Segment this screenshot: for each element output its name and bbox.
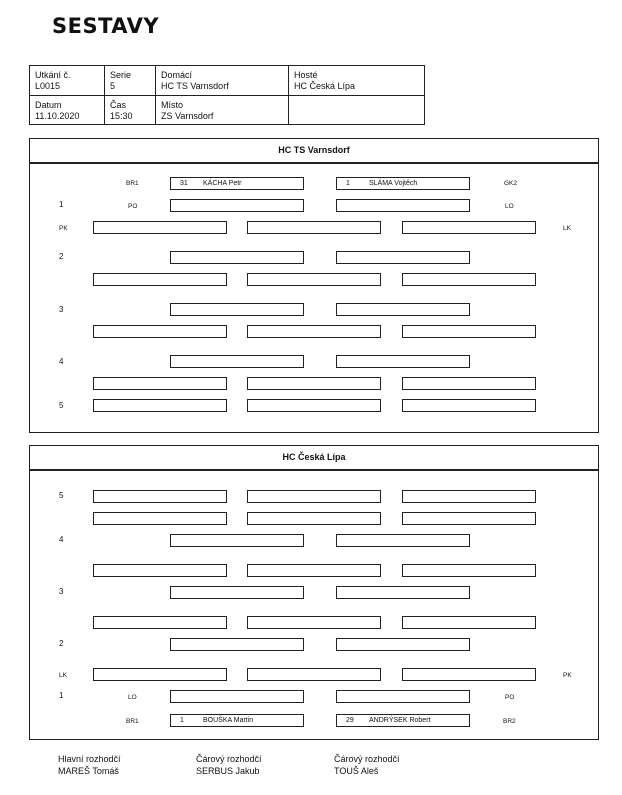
home-defense-right-box[interactable] <box>336 199 470 212</box>
home-wing-right-label: LK <box>563 225 571 232</box>
guest-side-right-label: PO <box>505 694 515 701</box>
guest-line-number: 1 <box>59 691 64 700</box>
home-defense-left-box[interactable] <box>170 199 304 212</box>
home-team-section <box>29 138 599 433</box>
guest-defense-left-box[interactable] <box>170 534 304 547</box>
referee-name: SERBUS Jakub <box>196 766 260 776</box>
date-label: Datum <box>35 100 62 110</box>
guest-goalie1-label: BR1 <box>126 718 139 725</box>
home-team-header: HC TS Varnsdorf <box>30 139 598 164</box>
home-goalie1-name: KÁCHA Petr <box>203 180 242 187</box>
referee-role: Čárový rozhodčí <box>196 754 262 764</box>
guest-defense-left-box[interactable] <box>170 638 304 651</box>
home-defense-right-box[interactable] <box>336 251 470 264</box>
guest-side-left-label: LO <box>128 694 137 701</box>
home-forward-box[interactable] <box>93 325 227 338</box>
guest-line-number: 3 <box>59 587 64 596</box>
guest-team-name: HC Česká Lípa <box>294 81 356 91</box>
match-number-label: Utkání č. <box>35 70 71 80</box>
home-line-number: 1 <box>59 200 64 209</box>
home-side-left-label: PO <box>128 203 138 210</box>
series-label: Serie <box>110 70 132 80</box>
date-value: 11.10.2020 <box>35 111 80 121</box>
referee-role: Hlavní rozhodčí <box>58 754 121 764</box>
home-goalie2-number: 1 <box>346 180 350 187</box>
guest-goalie1-name: BOUŠKA Martin <box>203 717 254 724</box>
home-line-number: 5 <box>59 401 64 410</box>
guest-defense-right-box[interactable] <box>336 586 470 599</box>
guest-forward-box[interactable] <box>93 512 227 525</box>
home-goalie2-label: GK2 <box>504 180 518 187</box>
guest-team-header: HC Česká Lípa <box>30 446 598 471</box>
guest-defense-right-box[interactable] <box>336 690 470 703</box>
guest-forward-box[interactable] <box>402 564 536 577</box>
match-info-table <box>29 65 425 125</box>
home-forward-box[interactable] <box>247 325 381 338</box>
guest-defense-right-box[interactable] <box>336 534 470 547</box>
guest-goalie2-box[interactable] <box>336 714 470 727</box>
guest-forward-box[interactable] <box>93 564 227 577</box>
home-label: Domácí <box>161 70 193 80</box>
guest-forward-box[interactable] <box>247 490 381 503</box>
home-side-right-label: LO <box>505 203 514 210</box>
home-forward-box[interactable] <box>402 221 536 234</box>
guest-defense-right-box[interactable] <box>336 638 470 651</box>
guest-forward-box[interactable] <box>93 616 227 629</box>
home-forward-box[interactable] <box>247 221 381 234</box>
home-goalie2-box[interactable] <box>336 177 470 190</box>
series-value: 5 <box>110 81 116 91</box>
guest-forward-box[interactable] <box>93 490 227 503</box>
guest-forward-box[interactable] <box>402 490 536 503</box>
home-goalie1-number: 31 <box>180 180 188 187</box>
match-number: L0015 <box>35 81 61 91</box>
guest-wing-right-label: PK <box>563 672 572 679</box>
home-forward-box[interactable] <box>93 221 227 234</box>
home-forward-box[interactable] <box>402 377 536 390</box>
home-goalie2-name: SLÁMA Vojtěch <box>369 180 418 187</box>
home-wing-left-label: PK <box>59 225 68 232</box>
guest-team-section <box>29 445 599 740</box>
referee-name: MAREŠ Tomáš <box>58 766 119 776</box>
guest-defense-left-box[interactable] <box>170 690 304 703</box>
home-forward-box[interactable] <box>247 399 381 412</box>
guest-forward-box[interactable] <box>402 668 536 681</box>
home-line-number: 4 <box>59 357 64 366</box>
home-defense-left-box[interactable] <box>170 251 304 264</box>
guest-goalie1-number: 1 <box>180 717 184 724</box>
guest-goalie2-label: BR2 <box>503 718 516 725</box>
guest-defense-left-box[interactable] <box>170 586 304 599</box>
guest-line-number: 5 <box>59 491 64 500</box>
referee-role: Čárový rozhodčí <box>334 754 400 764</box>
home-forward-box[interactable] <box>247 377 381 390</box>
guest-line-number: 2 <box>59 639 64 648</box>
home-forward-box[interactable] <box>93 399 227 412</box>
home-forward-box[interactable] <box>402 273 536 286</box>
guest-goalie1-box[interactable] <box>170 714 304 727</box>
home-line-number: 3 <box>59 305 64 314</box>
home-defense-right-box[interactable] <box>336 303 470 316</box>
guest-forward-box[interactable] <box>247 668 381 681</box>
guest-line-number: 4 <box>59 535 64 544</box>
guest-forward-box[interactable] <box>93 668 227 681</box>
guest-forward-box[interactable] <box>247 616 381 629</box>
time-label: Čas <box>110 100 127 110</box>
page-title: SESTAVY <box>52 14 160 38</box>
guest-forward-box[interactable] <box>247 512 381 525</box>
home-forward-box[interactable] <box>93 377 227 390</box>
home-forward-box[interactable] <box>247 273 381 286</box>
home-goalie1-box[interactable] <box>170 177 304 190</box>
referee-name: TOUŠ Aleš <box>334 766 379 776</box>
home-defense-left-box[interactable] <box>170 303 304 316</box>
guest-forward-box[interactable] <box>402 512 536 525</box>
home-defense-left-box[interactable] <box>170 355 304 368</box>
home-team-name: HC TS Varnsdorf <box>161 81 229 91</box>
home-forward-box[interactable] <box>402 399 536 412</box>
guest-forward-box[interactable] <box>402 616 536 629</box>
guest-label: Hosté <box>294 70 318 80</box>
guest-wing-left-label: LK <box>59 672 67 679</box>
home-goalie1-label: BR1 <box>126 180 139 187</box>
guest-forward-box[interactable] <box>247 564 381 577</box>
time-value: 15:30 <box>110 111 133 121</box>
place-value: ZS Varnsdorf <box>161 111 214 121</box>
home-forward-box[interactable] <box>402 325 536 338</box>
home-forward-box[interactable] <box>93 273 227 286</box>
guest-goalie2-name: ANDRÝSEK Robert <box>369 717 431 724</box>
guest-goalie2-number: 29 <box>346 717 354 724</box>
place-label: Místo <box>161 100 184 110</box>
home-line-number: 2 <box>59 252 64 261</box>
home-defense-right-box[interactable] <box>336 355 470 368</box>
